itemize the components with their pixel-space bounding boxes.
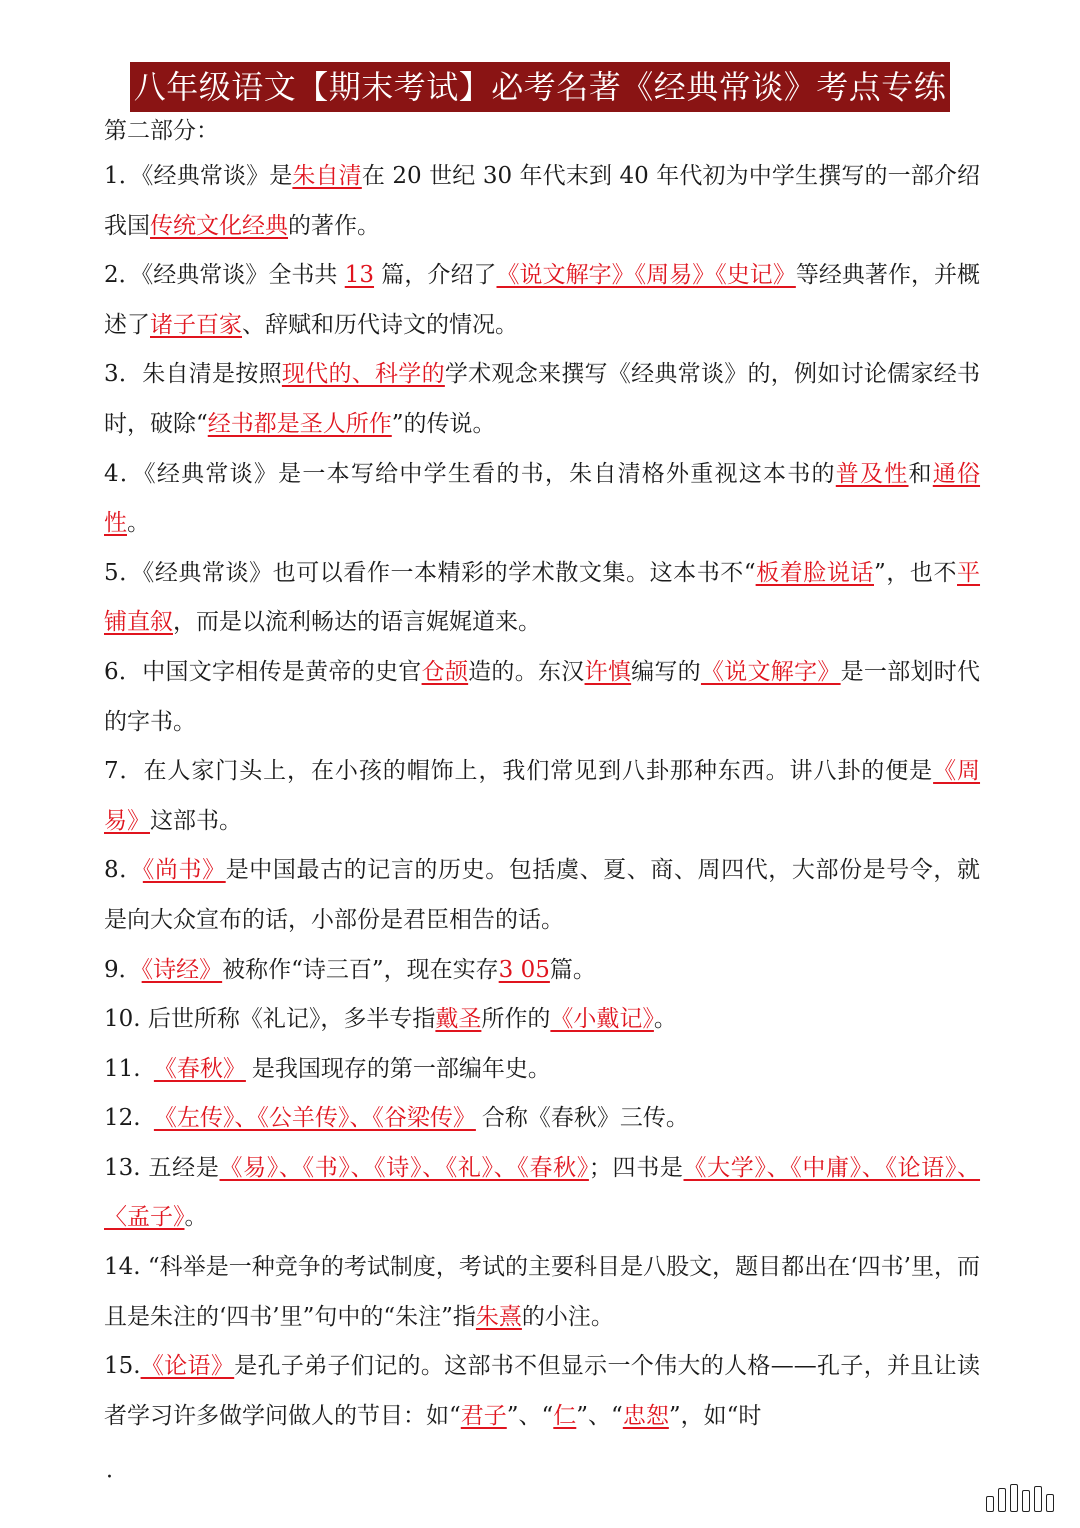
answer-blank: 通俗性 [104, 460, 981, 537]
question-11: 11. 《春秋》 是我国现存的第一部编年史。 [104, 1045, 980, 1095]
answer-blank: 《左传》、《公羊传》、《谷梁传》 [153, 1105, 476, 1132]
question-10: 10. 后世所称《礼记》，多半专指戴圣所作的《小戴记》。 [104, 1006, 677, 1033]
trailing-mark: · [106, 1465, 113, 1490]
answer-blank: 许慎 [584, 658, 632, 685]
answer-blank: 《论语》 [140, 1353, 235, 1380]
question-2: 2．《经典常谈》全书共 13 篇，介绍了《说文解字》《周易》《史记》等经典著作，并概述了诸子百家、辞赋和历代诗文的情况。 [104, 262, 981, 338]
answer-blank: 《易》、《书》、《诗》、《礼》、《春秋》 [219, 1154, 589, 1181]
question-14: 14. “科举是一种竞争的考试制度，考试的主要科目是八股文，题目都出在‘四书’里，而且是朱注的‘四书’里”句中的“朱注”指朱熹的小注。 [104, 1254, 980, 1330]
question-3: 3．朱自清是按照现代的、科学的学术观念来撰写《经典常谈》的，例如讨论儒家经书时，破除“经书都是圣人所作”的传说。 [104, 361, 981, 437]
answer-blank: 忠恕 [622, 1402, 669, 1429]
answer-blank: 朱自清 [292, 163, 362, 189]
answer-blank: 仓颉 [421, 658, 469, 685]
answer-blank: 诸子百家 [150, 311, 242, 338]
answer-blank: 《春秋》 [153, 1055, 246, 1082]
answer-blank: 平铺直叙 [104, 559, 981, 636]
question-13: 13. 五经是《易》、《书》、《诗》、《礼》、《春秋》；四书是《大学》、《中庸》、《论语》、〈孟子》。 [104, 1154, 981, 1231]
answer-blank: 戴圣 [435, 1006, 482, 1033]
question-7: 7．在人家门头上，在小孩的帽饰上，我们常见到八卦那种东西。讲八卦的便是《周易》这部书。 [104, 758, 981, 834]
answer-blank: 板着脸说话 [755, 559, 874, 586]
answer-blank: 《说文解字》《周易》《史记》 [496, 262, 796, 289]
answer-blank: 经书都是圣人所作 [207, 410, 392, 437]
page-title: 八年级语文【期末考试】必考名著《经典常谈》考点专练 [130, 62, 950, 112]
answer-blank: 3 05 [498, 956, 550, 983]
question-4: 4．《经典常谈》是一本写给中学生看的书，朱自清格外重视这本书的普及性和通俗性。 [104, 460, 981, 537]
answer-blank: 现代的、科学的 [281, 361, 445, 388]
question-12: 12. 《左传》、《公羊传》、《谷梁传》 合称《春秋》三传。 [104, 1094, 980, 1144]
answer-blank: 《尚书》 [142, 857, 226, 884]
answer-blank: 朱熹 [475, 1303, 522, 1330]
question-8: 8．《尚书》是中国最古的记言的历史。包括虞、夏、商、周四代，大部份是号令，就是向大众宣布的话，小部份是君臣相告的话。 [104, 857, 981, 933]
question-5: 5．《经典常谈》也可以看作一本精彩的学术散文集。这本书不“板着脸说话”，也不平铺直叙，而是以流利畅达的语言娓娓道来。 [104, 559, 981, 636]
question-15: 15.《论语》是孔子弟子们记的。这部书不但显示一个伟大的人格——孔子，并且让读者学习许多做学问做人的节目：如“君子”、“仁”、“忠恕”，如“时 [104, 1353, 981, 1429]
answer-blank: 传统文化经典 [150, 212, 288, 239]
answer-blank: 13 [344, 262, 375, 289]
answer-blank: 普及性 [835, 460, 909, 487]
answer-blank: 仁 [553, 1402, 577, 1429]
question-6: 6．中国文字相传是黄帝的史官仓颉造的。东汉许慎编写的《说文解字》是一部划时代的字书。 [104, 658, 981, 735]
answer-blank: 《说文解字》 [700, 658, 841, 685]
answer-blank: 《小戴记》 [550, 1006, 654, 1033]
question-1: 1．《经典常谈》是朱自清在 20 世纪 30 年代末到 40 年代初为中学生撰写的一部介绍我国传统文化经典的著作。 [104, 163, 981, 239]
question-9: 9．《诗经》被称作“诗三百”，现在实存3 05篇。 [104, 956, 596, 983]
watermark-logo [986, 1486, 1054, 1512]
answer-blank: 《诗经》 [141, 956, 223, 983]
bars-icon [986, 1486, 1054, 1512]
answer-blank: 《周易》 [104, 758, 981, 834]
question-list [104, 152, 980, 1441]
answer-blank: 君子 [460, 1402, 507, 1429]
section-label: 第二部分： [104, 118, 219, 144]
answer-blank: 《大学》、《中庸》、《论语》、〈孟子》 [104, 1154, 981, 1231]
